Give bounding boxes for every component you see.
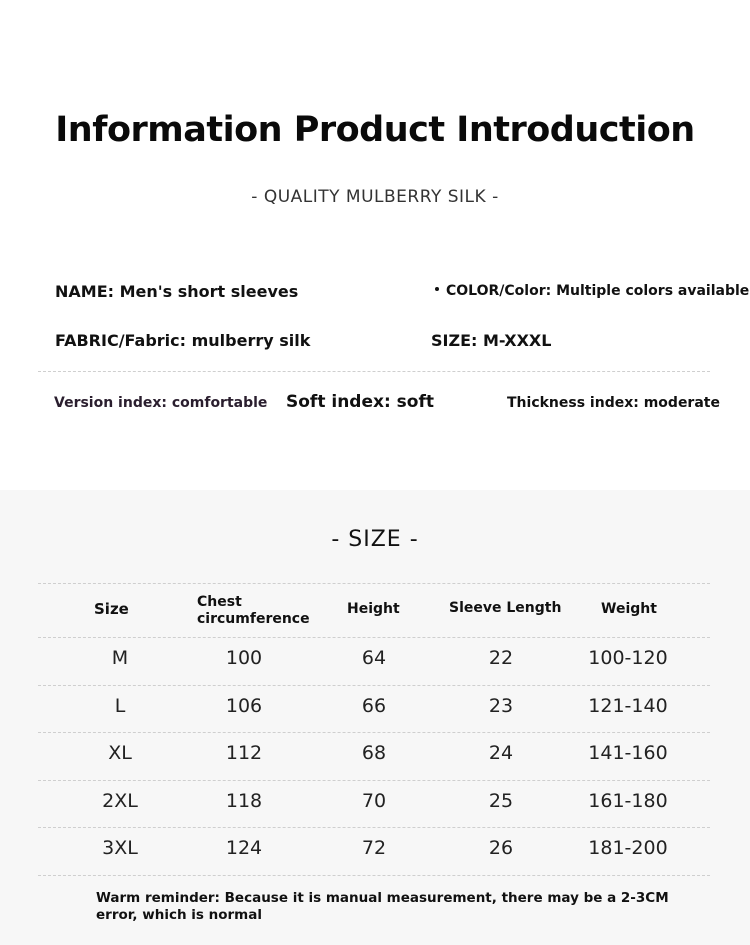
cell-height: 70	[361, 789, 387, 812]
thickness-index: Thickness index: moderate	[507, 395, 720, 411]
cell-weight: 121-140	[588, 694, 668, 717]
page-subtitle: - QUALITY MULBERRY SILK -	[251, 187, 499, 207]
cell-height: 68	[361, 742, 387, 764]
bullet-icon	[435, 287, 439, 291]
table-divider	[38, 685, 710, 686]
header-chest-line1: Chest	[197, 594, 242, 610]
product-color	[435, 283, 749, 299]
header-size: Size	[94, 600, 129, 618]
cell-size: L	[114, 694, 126, 717]
cell-size: M	[111, 647, 129, 669]
cell-sleeve: 25	[488, 789, 514, 812]
soft-index: Soft index: soft	[286, 392, 434, 412]
cell-size: 3XL	[102, 837, 138, 859]
cell-chest: 112	[225, 742, 263, 764]
cell-height: 64	[361, 647, 387, 669]
warm-reminder: Warm reminder: Because it is manual measurement, there may be a 2-3CM error, which is normal	[96, 890, 669, 923]
cell-weight: 181-200	[588, 837, 668, 859]
divider	[38, 371, 710, 372]
product-color-text: COLOR/Color: Multiple colors available	[446, 283, 750, 299]
cell-sleeve: 22	[488, 647, 514, 669]
version-index: Version index: comfortable	[54, 395, 268, 411]
table-divider	[38, 875, 710, 876]
product-size: SIZE: M-XXXL	[431, 331, 552, 350]
product-name: NAME: Men's short sleeves	[55, 282, 299, 301]
size-section	[0, 490, 750, 945]
cell-sleeve: 26	[488, 837, 514, 859]
table-divider	[38, 780, 710, 781]
cell-height: 66	[361, 694, 387, 717]
cell-weight: 161-180	[588, 789, 668, 812]
cell-weight: 100-120	[588, 647, 668, 669]
cell-size: 2XL	[102, 789, 138, 812]
cell-sleeve: 24	[488, 742, 514, 764]
cell-chest: 100	[225, 647, 263, 669]
cell-size: XL	[108, 742, 132, 764]
cell-height: 72	[361, 837, 387, 859]
page-title: Information Product Introduction	[55, 110, 695, 150]
header-chest-line2: circumference	[197, 611, 310, 627]
size-title: - SIZE -	[331, 527, 419, 552]
header-height: Height	[347, 601, 400, 617]
table-divider	[38, 583, 710, 584]
header-chest	[197, 594, 310, 628]
cell-weight: 141-160	[588, 742, 668, 764]
table-divider	[38, 827, 710, 828]
header-sleeve: Sleeve Length	[449, 600, 562, 616]
cell-sleeve: 23	[488, 694, 514, 717]
cell-chest: 118	[225, 789, 263, 812]
cell-chest: 106	[225, 694, 263, 717]
header-weight: Weight	[601, 601, 657, 617]
product-fabric: FABRIC/Fabric: mulberry silk	[55, 331, 311, 350]
table-divider	[38, 732, 710, 733]
cell-chest: 124	[225, 837, 263, 859]
table-divider	[38, 637, 710, 638]
